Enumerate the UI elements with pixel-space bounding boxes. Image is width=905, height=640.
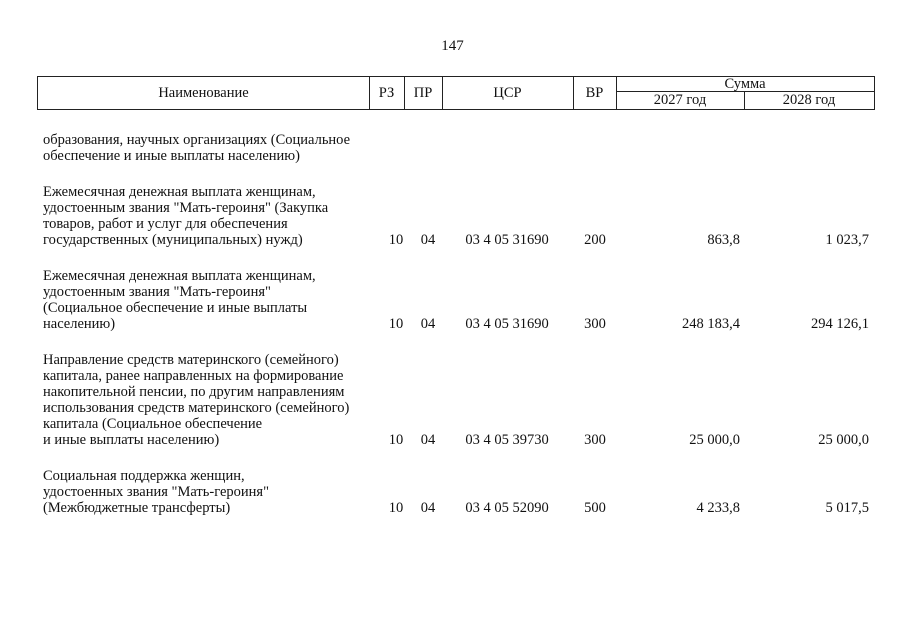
header-name: Наименование bbox=[158, 84, 249, 101]
row-name: Ежемесячная денежная выплата женщинам, удостоенным звания "Мать-героиня" (Закупка товаров, работ и услуг для обеспечения государственных (муниципальных) нужд) bbox=[43, 184, 329, 248]
cell-vr: 300 bbox=[584, 432, 606, 448]
cell-pr: 04 bbox=[420, 500, 436, 516]
cell-rz: 10 bbox=[388, 432, 404, 448]
cell-sum-2027: 4 233,8 bbox=[696, 500, 740, 516]
row-name: образования, научных организациях (Социальное обеспечение и иные выплаты населению) bbox=[43, 132, 351, 164]
cell-vr: 200 bbox=[584, 232, 606, 248]
row-name: Ежемесячная денежная выплата женщинам, удостоенным звания "Мать-героиня" (Социальное обеспечение и иные выплаты населению) bbox=[43, 268, 316, 332]
header-vr: ВР bbox=[585, 84, 604, 101]
cell-sum-2028: 5 017,5 bbox=[825, 500, 869, 516]
header-csr: ЦСР bbox=[493, 84, 522, 101]
cell-pr: 04 bbox=[420, 232, 436, 248]
table-header bbox=[37, 76, 875, 110]
cell-csr: 03 4 05 31690 bbox=[465, 232, 549, 248]
page-number: 147 bbox=[441, 38, 464, 54]
table-body bbox=[43, 132, 875, 536]
header-year-2028: 2028 год bbox=[782, 91, 836, 108]
cell-sum-2027: 248 183,4 bbox=[682, 316, 740, 332]
table-row bbox=[43, 352, 875, 448]
cell-sum-2028: 294 126,1 bbox=[811, 316, 869, 332]
cell-sum-2027: 863,8 bbox=[707, 232, 740, 248]
table-row bbox=[43, 132, 875, 164]
table-row bbox=[43, 268, 875, 332]
table-row bbox=[43, 468, 875, 516]
row-name: Социальная поддержка женщин, удостоенных звания "Мать-героиня" (Межбюджетные трансферты) bbox=[43, 468, 269, 516]
cell-csr: 03 4 05 52090 bbox=[465, 500, 549, 516]
cell-pr: 04 bbox=[420, 432, 436, 448]
header-pr: ПР bbox=[413, 84, 433, 101]
cell-csr: 03 4 05 39730 bbox=[465, 432, 549, 448]
cell-sum-2027: 25 000,0 bbox=[689, 432, 740, 448]
header-rz: РЗ bbox=[378, 84, 395, 101]
cell-sum-2028: 1 023,7 bbox=[825, 232, 869, 248]
cell-rz: 10 bbox=[388, 316, 404, 332]
cell-rz: 10 bbox=[388, 232, 404, 248]
cell-sum-2028: 25 000,0 bbox=[818, 432, 869, 448]
header-sum: Сумма bbox=[724, 75, 766, 92]
cell-rz: 10 bbox=[388, 500, 404, 516]
table-row bbox=[43, 184, 875, 248]
cell-csr: 03 4 05 31690 bbox=[465, 316, 549, 332]
cell-pr: 04 bbox=[420, 316, 436, 332]
cell-vr: 500 bbox=[584, 500, 606, 516]
header-year-2027: 2027 год bbox=[653, 91, 707, 108]
row-name: Направление средств материнского (семейного) капитала, ранее направленных на формирование накопительной пенсии, по другим направлениям использования средств материнского (семейного) капитала (Социальное обеспечение и иные выплаты населению) bbox=[43, 352, 350, 448]
cell-vr: 300 bbox=[584, 316, 606, 332]
